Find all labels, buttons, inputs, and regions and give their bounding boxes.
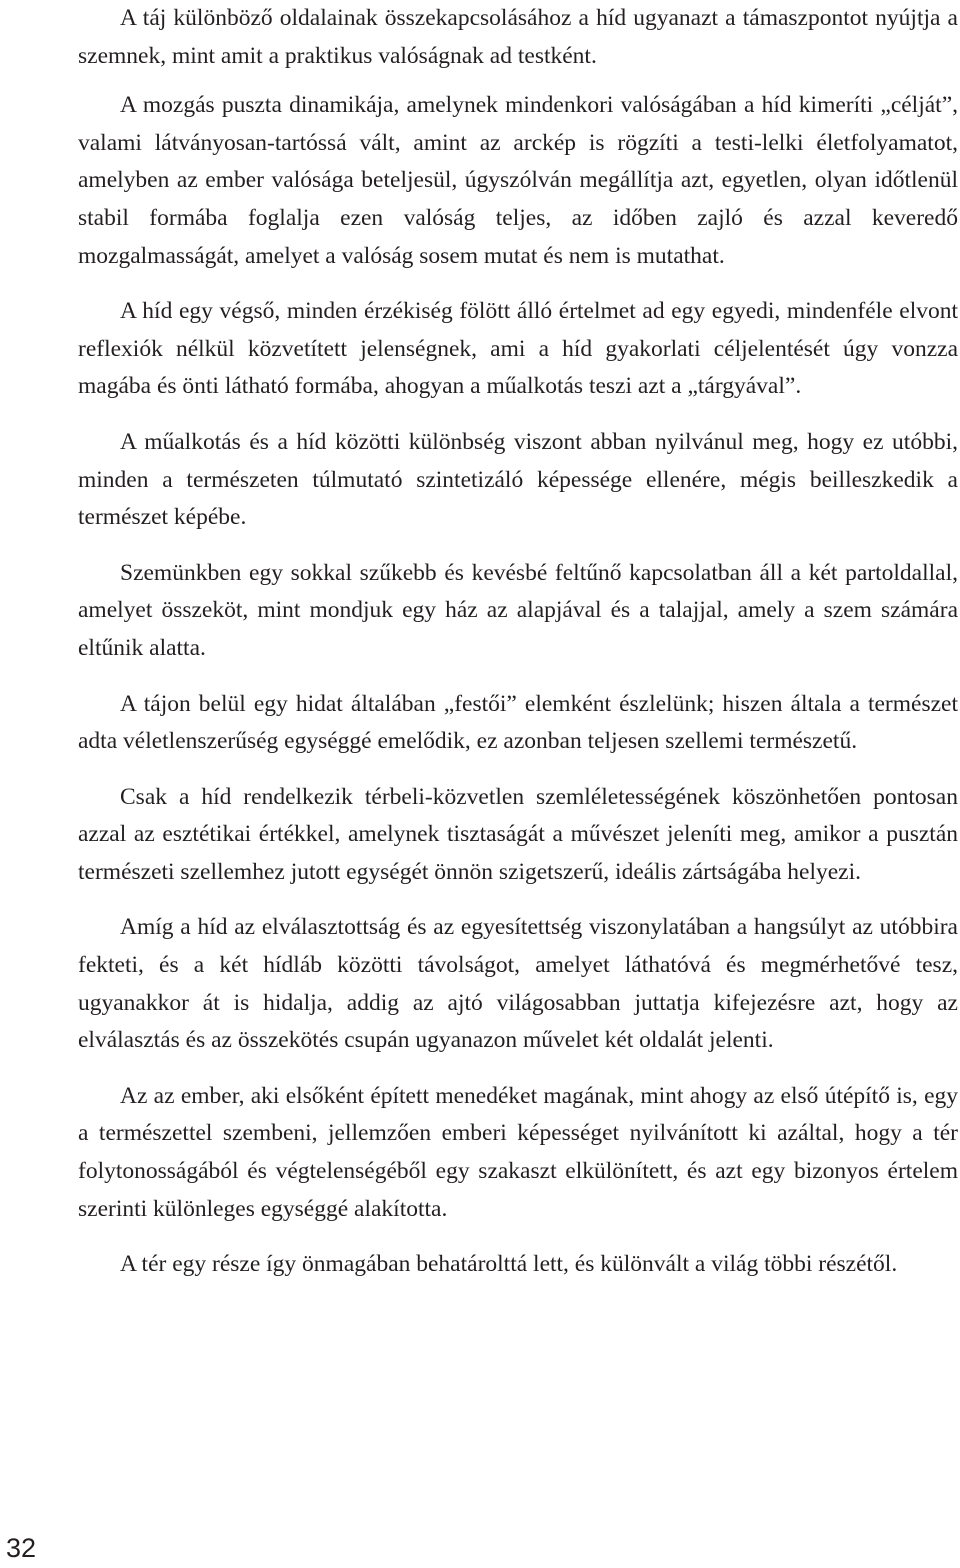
paragraph: A tér egy része így önmagában behatárolttá lett, és különvált a világ többi részétől. xyxy=(120,1251,898,1278)
paragraph: A tájon belül egy hidat általában „festői” elemként észlelünk; hiszen általa a természet adta véletlenszerűség egységgé emelődik, ez azonban teljesen szellemi természetű. xyxy=(78,690,958,755)
body-text xyxy=(78,0,958,1302)
paragraph: A híd egy végső, minden érzékiség fölött álló értelmet ad egy egyedi, mindenféle elvont reflexiók nélkül közvetített jelenségnek, ami a híd gyakorlati céljelentését úgy vonzza magába és önti látható formába, ahogyan a műalkotás teszi azt a „tárgyával”. xyxy=(78,298,958,400)
paragraph: Az az ember, aki elsőként épített menedéket magának, mint ahogy az első útépítő is, egy a természettel szembeni, jellemzően emberi képességet nyilvánított ki azáltal, hogy a tér folytonosságából és végtelenségéből egy szakaszt elkülönített, és azt egy bizonyos értelem szerinti különleges egységgé alakította. xyxy=(78,1082,958,1222)
paragraph: Csak a híd rendelkezik térbeli-közvetlen szemléletességének köszönhetően pontosan azzal az esztétikai értékkel, amelynek tisztaságát a művészet jeleníti meg, amikor a pusztán természeti szellemhez jutott egységét önnön szigetszerű, ideális zártságába helyezi. xyxy=(78,783,958,885)
paragraph: A táj különböző oldalainak összekapcsolásához a híd ugyanazt a támaszpontot nyújtja a szemnek, mint amit a praktikus valóságnak ad testként. xyxy=(78,5,958,69)
paragraph: Szemünkben egy sokkal szűkebb és kevésbé feltűnő kapcsolatban áll a két partoldallal, amelyet összeköt, mint mondjuk egy ház az alapjával és a talajjal, amely a szem számára eltűnik alatta. xyxy=(78,559,958,661)
page-number: 32 xyxy=(6,1533,37,1563)
paragraph: A mozgás puszta dinamikája, amelynek mindenkori valóságában a híd kimeríti „célját”, valami látványosan-tartóssá vált, amint az arckép is rögzíti a testi-lelki életfolyamatot, amelyben az ember valósága beteljesül, úgyszólván megállítja azt, egyetlen, olyan időtlenül stabil formába foglalja ezen valóság teljes, az időben zajló és azzal keveredő mozgalmasságát, amelyet a valóság sosem mutat és nem is mutathat. xyxy=(78,92,958,269)
paragraph: Amíg a híd az elválasztottság és az egyesítettség viszonylatában a hangsúlyt az utóbbira fekteti, és a két hídláb közötti távolságot, amelyet láthatóvá és megmérhetővé tesz, ugyanakkor át is hidalja, addig az ajtó világosabban juttatja kifejezésre azt, hogy az elválasztás és az összekötés csupán ugyanazon művelet két oldalát jelenti. xyxy=(78,914,958,1054)
paragraph: A műalkotás és a híd közötti különbség viszont abban nyilvánul meg, hogy ez utóbbi, minden a természeten túlmutató szintetizáló képessége ellenére, mégis beilleszkedik a természet képébe. xyxy=(78,428,958,531)
